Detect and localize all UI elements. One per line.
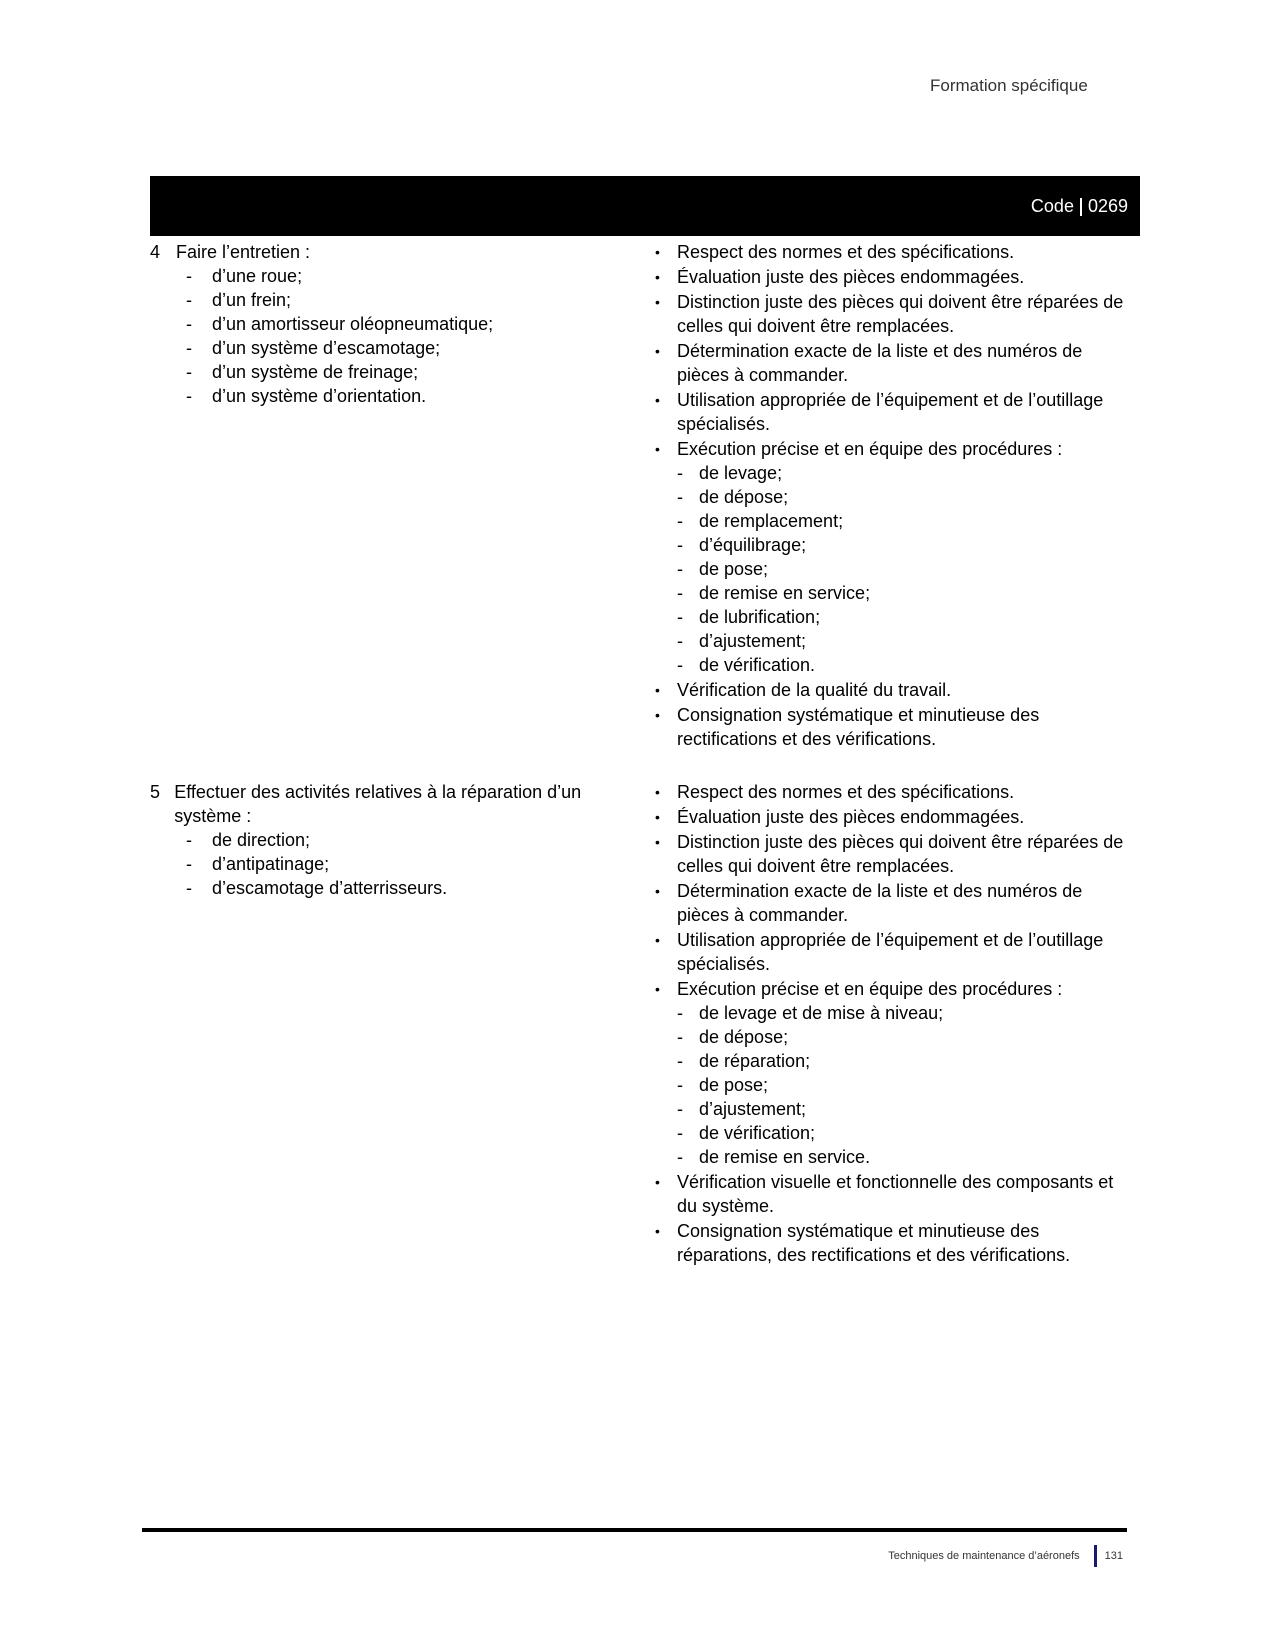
criterion-item: • Consignation systématique et minutieuse des rectifications et des vérifications. xyxy=(655,705,1040,749)
procedure-item: - de remise en service; xyxy=(677,583,871,603)
criterion-item: • Évaluation juste des pièces endommagées. xyxy=(655,267,1025,287)
list-item: - d’un amortisseur oléopneumatique; xyxy=(186,314,494,334)
procedure-item: - de vérification. xyxy=(677,655,816,675)
competency-text: Effectuer des activités relatives à la réparation d’un système : xyxy=(174,782,582,826)
code-label: Code xyxy=(1030,196,1074,216)
competency-items xyxy=(150,828,630,900)
list-item: - d’un système de freinage; xyxy=(186,362,419,382)
criterion-item: • Distinction juste des pièces qui doivent être réparées de celles qui doivent être remplacées. xyxy=(655,292,1124,336)
criterion-item: • Utilisation appropriée de l’équipement et de l’outillage spécialisés. xyxy=(655,930,1104,974)
criterion-item: • Évaluation juste des pièces endommagées. xyxy=(655,807,1025,827)
list-item: - de direction; xyxy=(186,830,311,850)
list-item: - d’un système d’escamotage; xyxy=(186,338,441,358)
page-footer xyxy=(888,1545,1123,1567)
criterion-item: • Exécution précise et en équipe des procédures : - de levage; - de dépose; - de remplacement; - d’équilibrage; - de pose; - de remise en service; - de lubrification; - d’ajustement; - de vérification. xyxy=(655,437,1125,677)
list-item: - d’un système d’orientation. xyxy=(186,386,427,406)
code-box xyxy=(1031,196,1128,217)
procedure-item: - de dépose; xyxy=(677,1027,789,1047)
competency-number: 4 xyxy=(150,242,161,262)
title-bar xyxy=(150,176,1140,236)
competency-number: 5 xyxy=(150,782,161,802)
code-separator xyxy=(1080,198,1082,216)
performance-criteria xyxy=(655,780,1125,1268)
criterion-item: • Vérification visuelle et fonctionnelle des composants et du système. xyxy=(655,1172,1114,1216)
procedure-item: - de réparation; xyxy=(677,1051,811,1071)
procedure-item: - de levage et de mise à niveau; xyxy=(677,1003,944,1023)
footer-title: Techniques de maintenance d’aéronefs xyxy=(888,1550,1080,1562)
procedure-item: - de vérification; xyxy=(677,1123,816,1143)
procedure-item: - de levage; xyxy=(677,463,783,483)
criterion-item: • Consignation systématique et minutieuse des réparations, des rectifications et des vérifications. xyxy=(655,1221,1071,1265)
footer-rule xyxy=(142,1528,1127,1532)
procedure-item: - de dépose; xyxy=(677,487,789,507)
running-header: Formation spécifique xyxy=(930,76,1088,95)
procedure-item: - de pose; xyxy=(677,1075,769,1095)
list-item: - d’un frein; xyxy=(186,290,292,310)
procedure-item: - d’ajustement; xyxy=(677,1099,807,1119)
criterion-item: • Respect des normes et des spécifications. xyxy=(655,782,1015,802)
criterion-item: • Utilisation appropriée de l’équipement et de l’outillage spécialisés. xyxy=(655,390,1104,434)
criterion-item: • Détermination exacte de la liste et des numéros de pièces à commander. xyxy=(655,881,1083,925)
criterion-item: • Respect des normes et des spécifications. xyxy=(655,242,1015,262)
performance-criteria xyxy=(655,240,1125,752)
procedure-item: - de remise en service. xyxy=(677,1147,871,1167)
procedure-item: - de pose; xyxy=(677,559,769,579)
list-item: - d’antipatinage; xyxy=(186,854,330,874)
procedure-list xyxy=(677,461,1125,677)
criterion-item: • Exécution précise et en équipe des procédures : - de levage et de mise à niveau; - de dépose; - de réparation; - de pose; - d’ajustement; - de vérification; - de remise en service. xyxy=(655,977,1125,1169)
criterion-item: • Vérification de la qualité du travail. xyxy=(655,680,952,700)
procedure-list xyxy=(677,1001,1125,1169)
procedure-item: - d’ajustement; xyxy=(677,631,807,651)
competency-element xyxy=(150,240,630,408)
code-value: 0269 xyxy=(1087,196,1128,216)
competency-items xyxy=(150,264,630,408)
page-number: 131 xyxy=(1104,1550,1123,1562)
footer-separator xyxy=(1094,1545,1097,1567)
criterion-item: • Distinction juste des pièces qui doivent être réparées de celles qui doivent être remplacées. xyxy=(655,832,1124,876)
competency-title xyxy=(150,240,630,264)
procedure-item: - de remplacement; xyxy=(677,511,844,531)
criterion-item: • Détermination exacte de la liste et des numéros de pièces à commander. xyxy=(655,341,1083,385)
procedure-item: - de lubrification; xyxy=(677,607,821,627)
procedure-item: - d’équilibrage; xyxy=(677,535,807,555)
competency-element xyxy=(150,780,630,900)
list-item: - d’une roue; xyxy=(186,266,303,286)
list-item: - d’escamotage d’atterrisseurs. xyxy=(186,878,448,898)
competency-title xyxy=(150,780,630,828)
competency-text: Faire l’entretien : xyxy=(176,242,311,262)
